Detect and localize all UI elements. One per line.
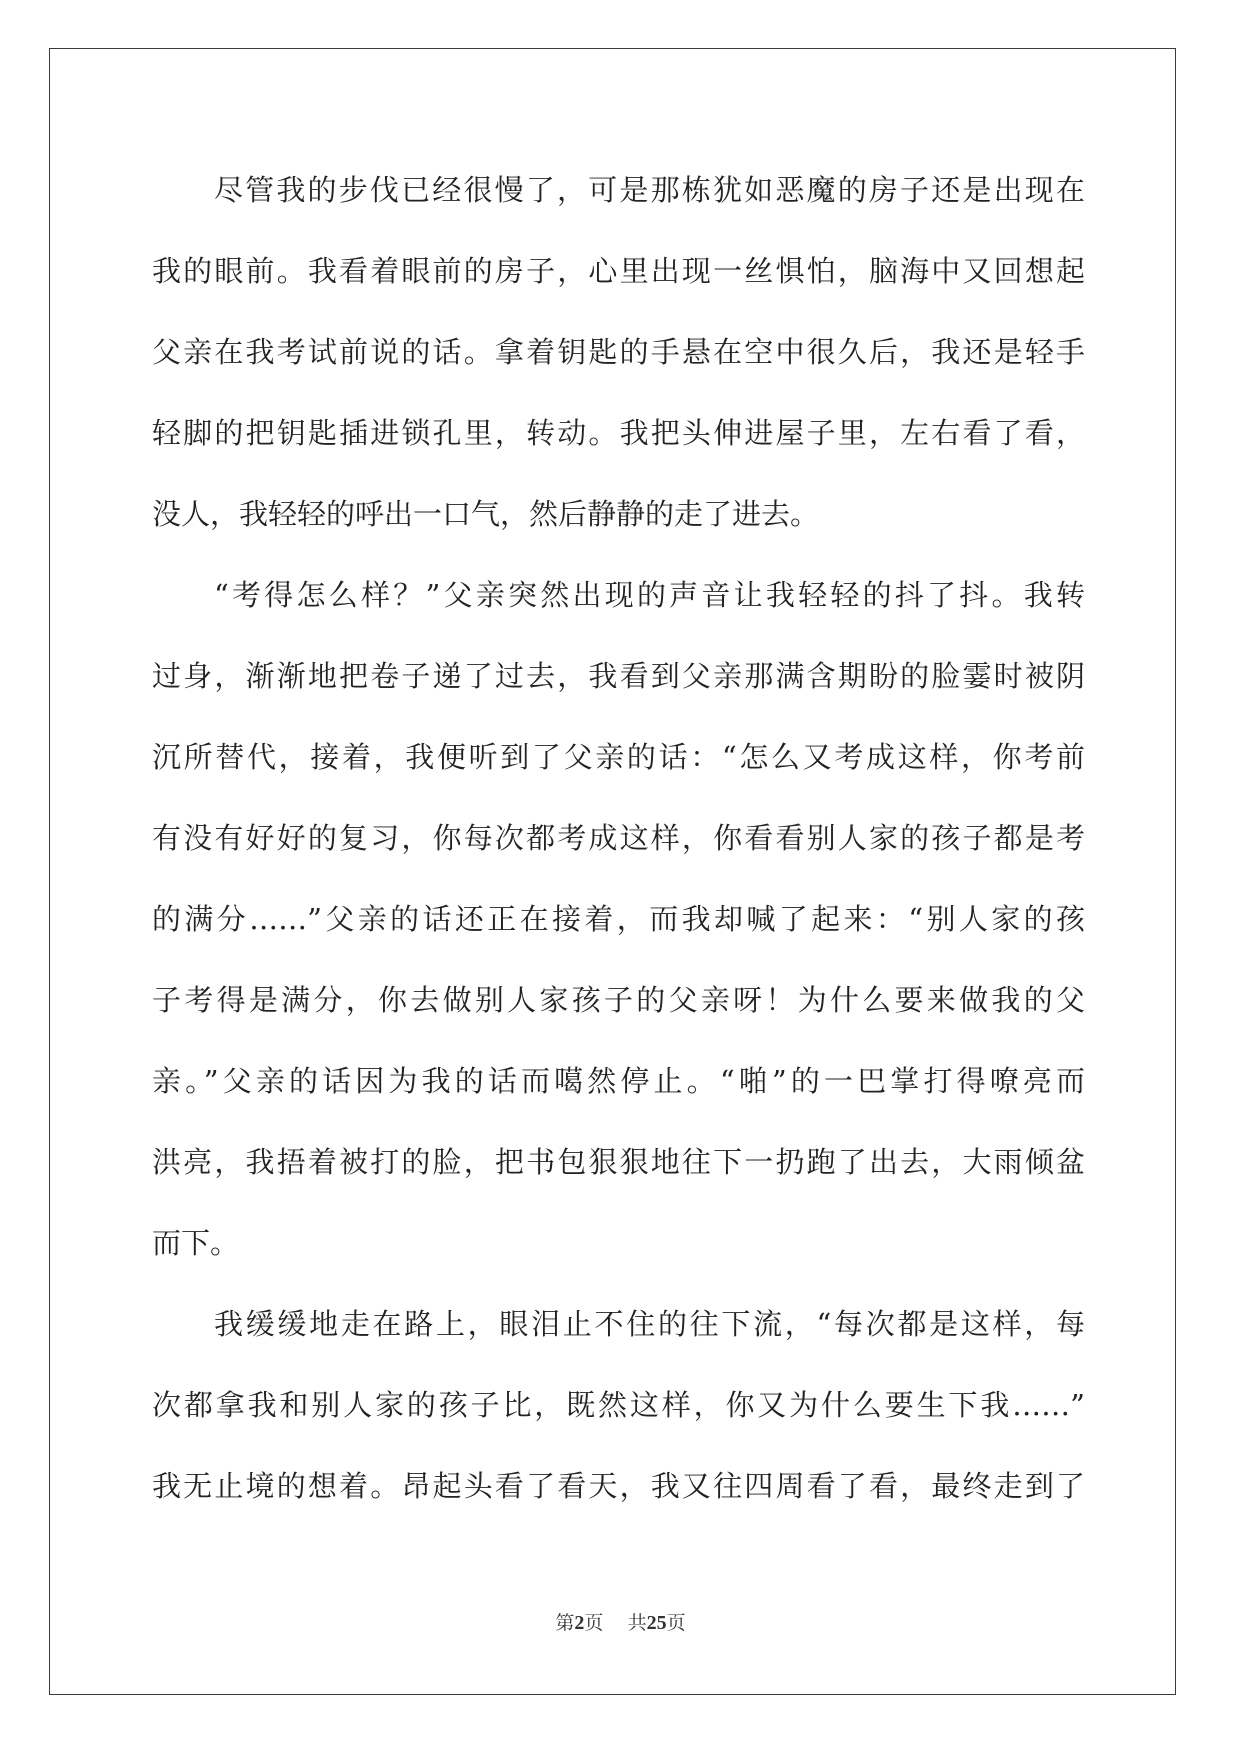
page-unit: 页 [584, 1612, 604, 1634]
text-line: 子考得是满分，你去做别人家孩子的父亲呀！为什么要来做我的父 [152, 983, 1085, 1017]
current-page-number: 2 [574, 1612, 585, 1634]
total-unit: 页 [666, 1612, 686, 1634]
text-line: 沉所替代，接着，我便听到了父亲的话：“怎么又考成这样，你考前 [152, 740, 1085, 774]
document-body [152, 162, 1085, 1539]
text-line: 尽管我的步伐已经很慢了，可是那栋犹如恶魔的房子还是出现在 [214, 173, 1085, 207]
text-line: 我无止境的想着。昂起头看了看天，我又往四周看了看，最终走到了 [152, 1469, 1085, 1503]
text-line: 的满分……”父亲的话还正在接着，而我却喊了起来：“别人家的孩 [152, 902, 1085, 936]
text-line: 轻脚的把钥匙插进锁孔里，转动。我把头伸进屋子里，左右看了看， [152, 416, 1085, 450]
text-line: 而下。 [152, 1226, 240, 1260]
total-prefix: 共 [627, 1612, 647, 1634]
page-prefix: 第 [555, 1612, 575, 1634]
total-page-count: 25 [646, 1612, 667, 1634]
text-line: 父亲在我考试前说的话。拿着钥匙的手悬在空中很久后，我还是轻手 [152, 335, 1085, 369]
text-line: 过身，渐渐地把卷子递了过去，我看到父亲那满含期盼的脸霎时被阴 [152, 659, 1085, 693]
text-line: 亲。”父亲的话因为我的话而噶然停止。“啪”的一巴掌打得嘹亮而 [152, 1064, 1085, 1098]
text-line: 没人，我轻轻的呼出一口气，然后静静的走了进去。 [152, 497, 820, 531]
text-line: “考得怎么样？”父亲突然出现的声音让我轻轻的抖了抖。我转 [214, 578, 1085, 612]
text-line: 我的眼前。我看着眼前的房子，心里出现一丝惧怕，脑海中又回想起 [152, 254, 1085, 288]
text-line: 洪亮，我捂着被打的脸，把书包狠狠地往下一扔跑了出去，大雨倾盆 [152, 1145, 1085, 1179]
text-line: 有没有好好的复习，你每次都考成这样，你看看别人家的孩子都是考 [152, 821, 1085, 855]
text-line: 我缓缓地走在路上，眼泪止不住的往下流，“每次都是这样，每 [214, 1307, 1085, 1341]
page-footer [0, 1608, 1241, 1635]
text-line: 次都拿我和别人家的孩子比，既然这样，你又为什么要生下我……” [152, 1388, 1085, 1422]
